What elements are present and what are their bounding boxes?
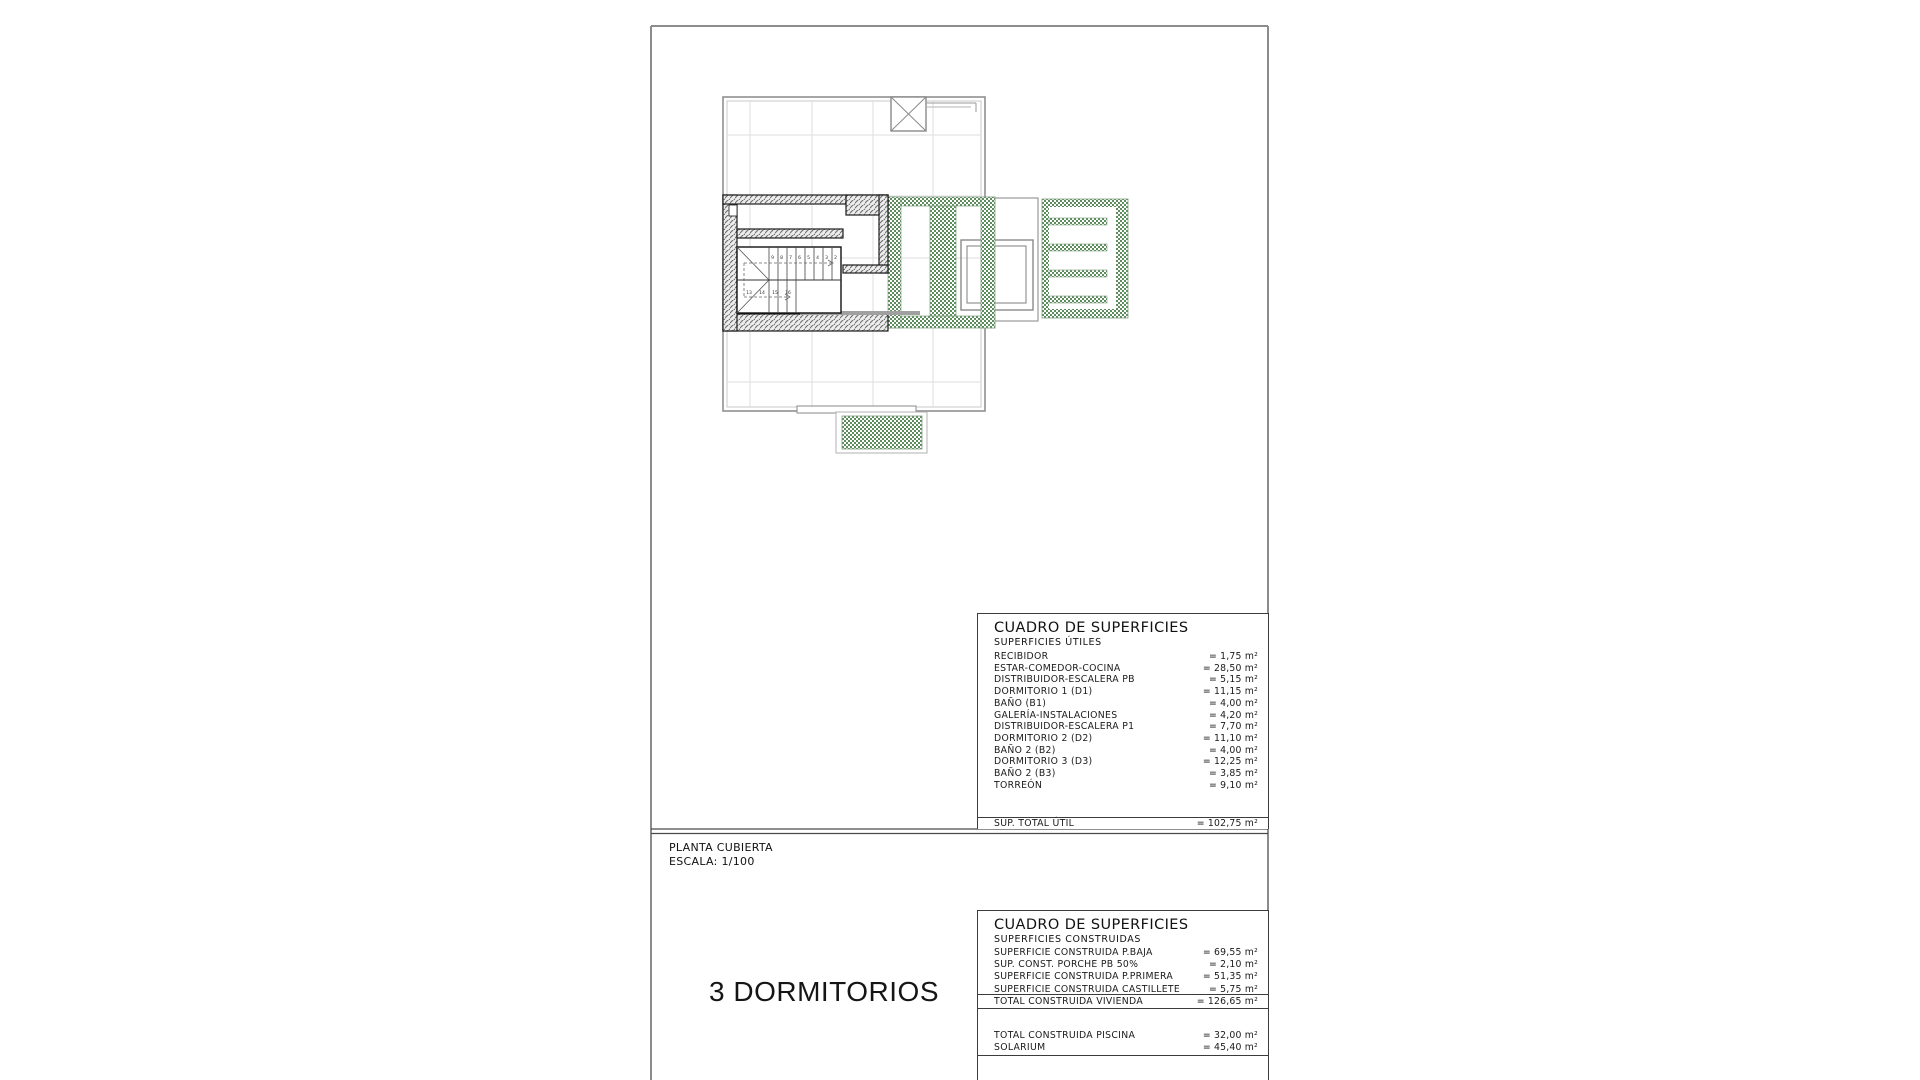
stair-number: 14 xyxy=(759,291,765,296)
row-label: DISTRIBUIDOR-ESCALERA P1 xyxy=(994,721,1135,733)
table-total-row xyxy=(978,817,1268,829)
row-value: = 12,25 m² xyxy=(1202,756,1258,768)
row-label: DORMITORIO 2 (D2) xyxy=(994,732,1093,744)
row-label: DISTRIBUIDOR-ESCALERA PB xyxy=(994,674,1135,686)
stair-number: 2 xyxy=(834,256,837,261)
stair-number: 16 xyxy=(785,291,791,296)
row-value: = 51,35 m² xyxy=(1202,971,1258,983)
row-label: ESTAR-COMEDOR-COCINA xyxy=(994,662,1121,674)
table-title: CUADRO DE SUPERFICIES xyxy=(994,620,1189,636)
table-rows xyxy=(978,651,1268,791)
row-label: SUPERFICIE CONSTRUIDA CASTILLETE xyxy=(994,983,1181,995)
row-value: = 4,00 m² xyxy=(1209,744,1258,756)
table-row xyxy=(978,1030,1268,1042)
row-value: = 11,15 m² xyxy=(1202,686,1258,698)
bedrooms-label: 3 DORMITORIOS xyxy=(709,976,940,1007)
stairs xyxy=(737,247,841,313)
stair-number: 4 xyxy=(816,256,819,261)
row-value: = 69,55 m² xyxy=(1202,947,1258,958)
row-value: = 2,10 m² xyxy=(1209,959,1258,971)
total-value: = 102,75 m² xyxy=(1196,818,1258,829)
table-extra-rows xyxy=(978,1030,1268,1056)
stair-number: 5 xyxy=(807,256,810,261)
table-total-row xyxy=(978,994,1268,1009)
table-subtitle: SUPERFICIES ÚTILES xyxy=(994,637,1102,648)
table-row xyxy=(978,698,1268,710)
areas-table-construidas xyxy=(977,910,1269,1080)
table-rows xyxy=(978,947,1268,996)
row-value: = 9,10 m² xyxy=(1209,779,1258,791)
plan-name: PLANTA CUBIERTA xyxy=(669,841,773,854)
stair-number: 13 xyxy=(746,291,752,296)
table-row xyxy=(978,768,1268,780)
total-label: SUP. TOTAL ÚTIL xyxy=(994,818,1075,829)
plan-caption xyxy=(669,841,773,868)
table-row xyxy=(978,1042,1268,1054)
row-value: = 3,85 m² xyxy=(1209,768,1258,780)
row-label: BAÑO 2 (B3) xyxy=(994,768,1056,780)
row-value: = 4,00 m² xyxy=(1209,697,1258,709)
table-subtitle: SUPERFICIES CONSTRUIDAS xyxy=(994,934,1141,945)
row-label: SUP. CONST. PORCHE PB 50% xyxy=(994,959,1139,971)
row-value: = 45,40 m² xyxy=(1202,1042,1258,1054)
table-row xyxy=(978,651,1268,663)
table-row xyxy=(978,721,1268,733)
total-value: = 126,65 m² xyxy=(1196,996,1258,1007)
table-row xyxy=(978,780,1268,792)
row-value: = 7,70 m² xyxy=(1209,721,1258,733)
stair-number: 6 xyxy=(798,256,801,261)
total-label: TOTAL CONSTRUIDA VIVIENDA xyxy=(994,996,1143,1007)
table-row xyxy=(978,674,1268,686)
row-value: = 1,75 m² xyxy=(1209,651,1258,662)
row-label: BAÑO 2 (B2) xyxy=(994,744,1056,756)
stair-number: 9 xyxy=(771,256,774,261)
plan-scale: ESCALA: 1/100 xyxy=(669,854,755,868)
titleblock-divider xyxy=(651,829,1268,834)
row-value: = 11,10 m² xyxy=(1202,732,1258,744)
row-label: DORMITORIO 3 (D3) xyxy=(994,756,1093,768)
row-label: TOTAL CONSTRUIDA PISCINA xyxy=(994,1030,1136,1041)
planter-deck xyxy=(836,412,927,453)
table-row xyxy=(978,947,1268,959)
pergola-right xyxy=(1042,199,1128,318)
wall-notch xyxy=(729,205,737,216)
areas-table-utiles xyxy=(977,613,1269,829)
stair-number: 15 xyxy=(772,291,778,296)
table-row xyxy=(978,745,1268,757)
row-label: TORREÓN xyxy=(994,779,1043,791)
table-row xyxy=(978,756,1268,768)
table-row xyxy=(978,663,1268,675)
stair-number: 3 xyxy=(825,256,828,261)
row-label: SUPERFICIE CONSTRUIDA P.PRIMERA xyxy=(994,971,1174,983)
row-value: = 28,50 m² xyxy=(1202,662,1258,674)
row-value: = 5,75 m² xyxy=(1209,983,1258,995)
row-label: RECIBIDOR xyxy=(994,651,1049,662)
table-row xyxy=(978,733,1268,745)
table-title: CUADRO DE SUPERFICIES xyxy=(994,917,1189,933)
row-label: GALERÍA-INSTALACIONES xyxy=(994,709,1118,721)
row-label: SOLARIUM xyxy=(994,1042,1046,1054)
table-row xyxy=(978,959,1268,971)
table-row xyxy=(978,971,1268,983)
row-label: BAÑO (B1) xyxy=(994,697,1047,709)
stair-number: 7 xyxy=(789,256,792,261)
table-row xyxy=(978,686,1268,698)
row-label: DORMITORIO 1 (D1) xyxy=(994,686,1093,698)
row-value: = 32,00 m² xyxy=(1202,1030,1258,1041)
row-value: = 4,20 m² xyxy=(1209,709,1258,721)
row-label: SUPERFICIE CONSTRUIDA P.BAJA xyxy=(994,947,1153,958)
stair-number: 8 xyxy=(780,256,783,261)
table-row xyxy=(978,710,1268,722)
row-value: = 5,15 m² xyxy=(1209,674,1258,686)
